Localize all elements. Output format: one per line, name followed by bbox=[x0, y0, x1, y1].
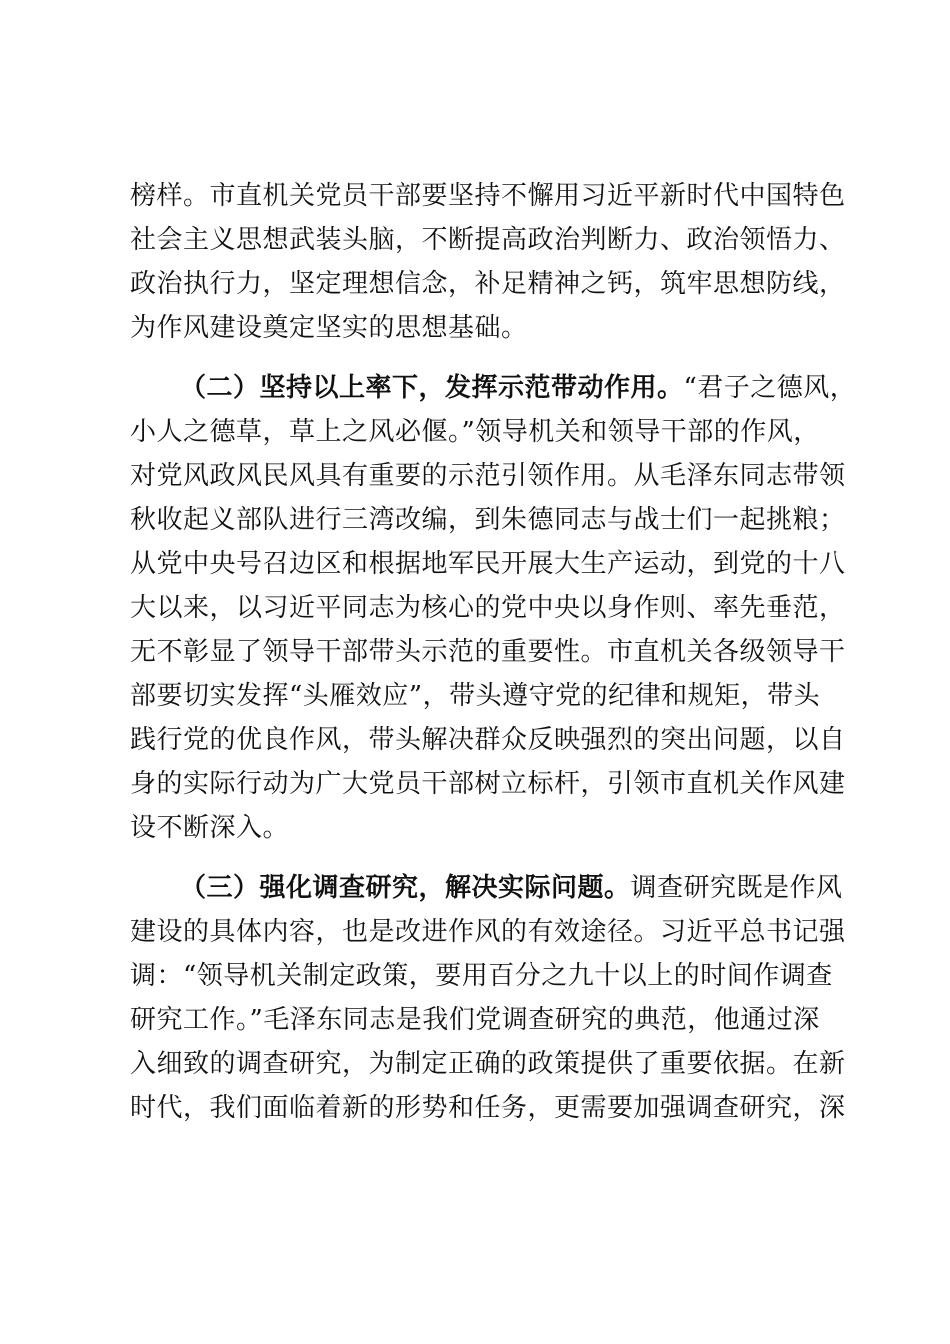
paragraph-3-heading: （三）强化调查研究，解决实际问题。 bbox=[180, 873, 631, 903]
paragraph-2-first-line-rest: “君子之德风， bbox=[683, 373, 857, 403]
paragraph-2-line-2: 小人之德草，草上之风必偃。”领导机关和领导干部的作风， bbox=[130, 417, 820, 447]
paragraph-3-line-2: 建设的具体内容，也是改进作风的有效途径。习近平总书记强 bbox=[130, 917, 846, 947]
paragraph-1-line-1: 榜样。市直机关党员干部要坚持不懈用习近平新时代中国特色 bbox=[130, 181, 846, 211]
paragraph-2-line-7: 无不彰显了领导干部带头示范的重要性。市直机关各级领导干 bbox=[130, 637, 846, 667]
paragraph-3-line-4: 研究工作。”毛泽东同志是我们党调查研究的典范，他通过深 bbox=[130, 1005, 820, 1035]
paragraph-2-line-3: 对党风政风民风具有重要的示范引领作用。从毛泽东同志带领 bbox=[130, 461, 846, 491]
paragraph-3-line-3: 调：“领导机关制定政策，要用百分之九十以上的时间作调查 bbox=[130, 961, 833, 991]
paragraph-1-line-3: 政治执行力，坚定理想信念，补足精神之钙，筑牢思想防线， bbox=[130, 269, 846, 299]
paragraph-3-line-6: 时代，我们面临着新的形势和任务，更需要加强调查研究，深 bbox=[130, 1093, 846, 1123]
paragraph-2-line-8: 部要切实发挥“头雁效应”，带头遵守党的纪律和规矩，带头 bbox=[130, 681, 821, 711]
paragraph-1-line-4: 为作风建设奠定坚实的思想基础。 bbox=[130, 313, 528, 343]
paragraph-2-line-10: 身的实际行动为广大党员干部树立标杆，引领市直机关作风建 bbox=[130, 769, 846, 799]
paragraph-2-line-4: 秋收起义部队进行三湾改编，到朱德同志与战士们一起挑粮； bbox=[130, 505, 846, 535]
paragraph-2-line-11: 设不断深入。 bbox=[130, 813, 290, 843]
paragraph-3-first-line-rest: 调查研究既是作风 bbox=[630, 873, 843, 903]
paragraph-1-line-2: 社会主义思想武装头脑，不断提高政治判断力、政治领悟力、 bbox=[130, 225, 846, 255]
paragraph-2-line-1 bbox=[180, 366, 950, 410]
paragraph-2-heading: （二）坚持以上率下，发挥示范带动作用。 bbox=[180, 373, 684, 403]
paragraph-2-line-9: 践行党的优良作风，带头解决群众反映强烈的突出问题，以自 bbox=[130, 725, 846, 755]
paragraph-3-line-5: 入细致的调查研究，为制定正确的政策提供了重要依据。在新 bbox=[130, 1049, 846, 1079]
paragraph-2-line-5: 从党中央号召边区和根据地军民开展大生产运动，到党的十八 bbox=[130, 549, 846, 579]
paragraph-2-line-6: 大以来，以习近平同志为核心的党中央以身作则、率先垂范， bbox=[130, 593, 846, 623]
paragraph-3-line-1 bbox=[180, 866, 950, 910]
